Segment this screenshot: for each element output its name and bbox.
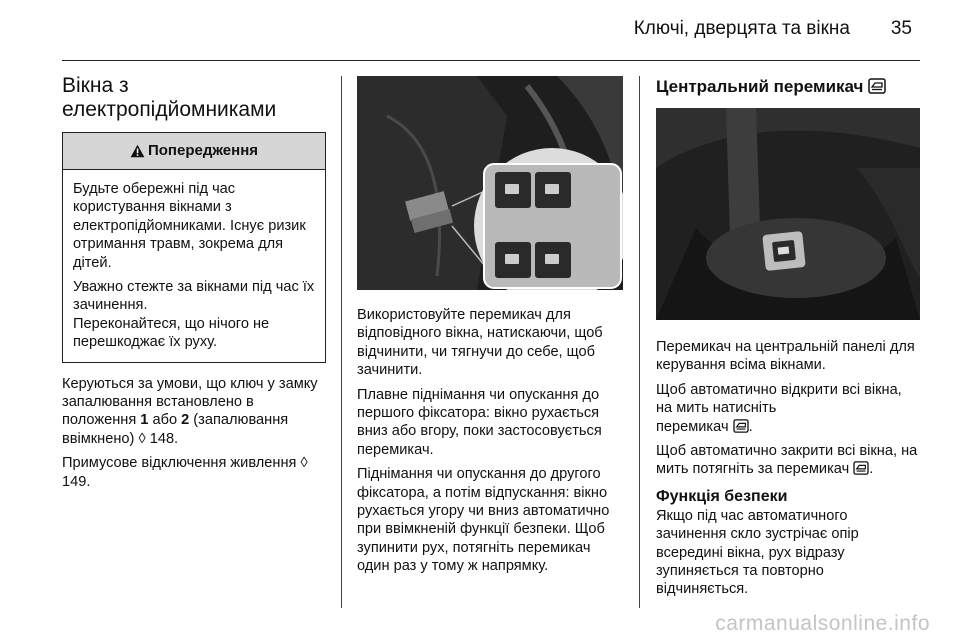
column-2 <box>357 76 623 582</box>
header-title: Ключі, дверцята та вікна <box>633 18 850 39</box>
column-divider-2 <box>639 76 640 608</box>
paragraph-safety: Якщо під час автоматичного зачинення скло зустрічає опір всередині вікна, рух відразу зупиняється та повторно відчиняється. <box>656 507 859 598</box>
car-window-switch-icon <box>868 78 886 94</box>
page-link[interactable]: 148. <box>145 430 179 447</box>
column-divider-1 <box>341 76 342 608</box>
warning-title: Попередження <box>147 141 259 159</box>
central-console-illustration <box>656 108 920 320</box>
paragraph-central-switch: Перемикач на центральній панелі для керування всіма вікнами. <box>656 339 915 374</box>
watermark: carmanualsonline.info <box>715 612 930 635</box>
paragraph-ignition: Керуються за умови, що ключ у замку запалювання встановлено в положення 1 або 2 (запалювання ввімкнено) ◊ 148. <box>62 375 318 447</box>
page-number: 35 <box>890 18 912 39</box>
door-switches-drawing <box>357 76 623 290</box>
paragraph-power-cutoff: Примусове відключення живлення ◊ 149. <box>62 455 308 490</box>
paragraph-second-stop: Піднімання чи опускання до другого фіксатора, а потім відпускання: вікно рухається угору чи вниз автоматично при ввімкненій функції безпеки. Щоб зупинити рух, потягніть перемикач один раз у тому ж напрямку. <box>357 466 610 575</box>
page-link[interactable]: 149. <box>62 473 91 490</box>
car-window-switch-icon <box>853 461 869 475</box>
paragraph-close-all: Щоб автоматично закрити всі вікна, на мить потягніть за перемикач . <box>656 443 918 478</box>
paragraph-usage: Використовуйте перемикач для відповідного вікна, натискаючи, щоб відчинити, чи тягнучи до себе, щоб зачинити. <box>357 307 603 379</box>
section-title: Центральний перемикач <box>656 76 920 98</box>
warning-text-1: Будьте обережні під час користування вікнами з електропідйомниками. Існує ризик отримання травм, зокрема для дітей. <box>73 181 306 271</box>
reference-arrow-icon: ◊ <box>300 455 308 472</box>
column-1 <box>62 74 326 497</box>
subsection-title: Функція безпеки <box>656 487 788 505</box>
warning-box <box>62 132 326 363</box>
paragraph-open-all: Щоб автоматично відкрити всі вікна, на мить натисніть перемикач . <box>656 381 902 435</box>
header-rule <box>62 60 920 61</box>
column-3 <box>656 76 920 605</box>
section-title: Вікна з електропідйомниками <box>62 74 277 121</box>
door-switches-illustration <box>357 76 623 290</box>
warning-triangle-icon <box>130 144 145 158</box>
paragraph-first-stop: Плавне піднімання чи опускання до першого фіксатора: вікно рухається вниз або вгору, поки застосовується перемикач. <box>357 386 602 458</box>
warning-body <box>63 170 325 362</box>
central-console-drawing <box>656 108 920 320</box>
warning-text-2: Уважно стежте за вікнами під час їх зачинення. Переконайтеся, що нічого не перешкоджає їх руху. <box>73 279 315 351</box>
warning-header <box>63 133 325 170</box>
car-window-switch-icon <box>733 419 749 433</box>
reference-arrow-icon: ◊ <box>138 430 146 447</box>
